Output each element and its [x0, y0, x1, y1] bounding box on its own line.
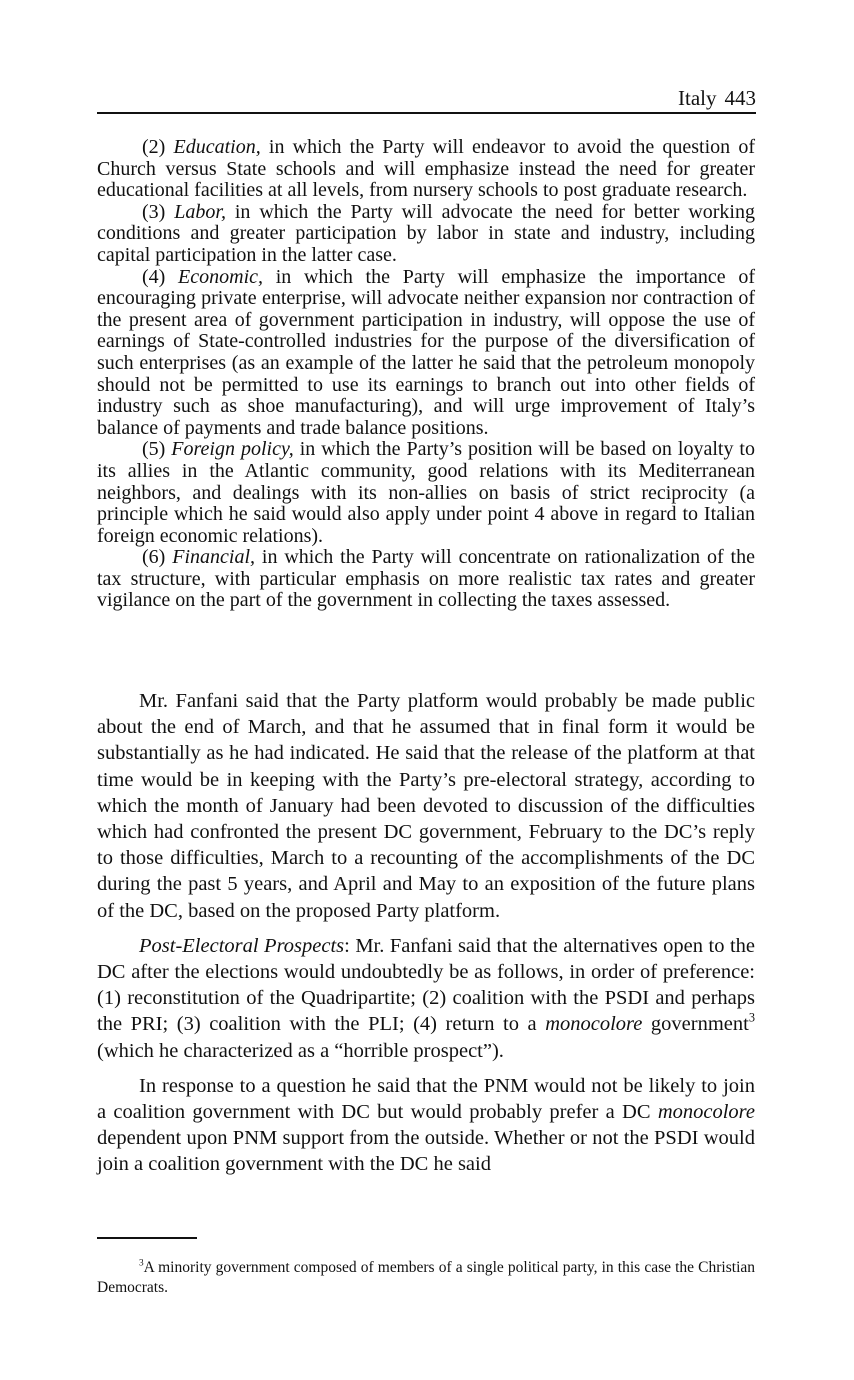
platform-points-list: [97, 137, 755, 612]
footnote-reference: 3: [748, 1010, 756, 1025]
item-term: Education,: [173, 136, 261, 158]
running-header: [97, 84, 756, 114]
list-item-economic: (4) Economic, in which the Party will emphasize the importance of encouraging private enterprise, will advocate neither expansion nor contraction of the present area of government participation in industry, will oppose the use of earnings of State-controlled industries for the purpose of the diversification of such enterprises (as an example of the latter he said that the petroleum monopoly should not be permitted to use its earnings to branch out into other fields of industry such as shoe manufacturing), and will urge improvement of Italy’s balance of payments and trade balance positions.: [97, 265, 755, 439]
body-text: [97, 688, 755, 1178]
list-item-labor: (3) Labor, in which the Party will advocate the need for better working conditions and greater participation by labor in state and industry, including capital participation in the latter case.: [97, 200, 755, 266]
paragraph-response: In response to a question he said that the PNM would not be likely to join a coalition government with DC but would probably prefer a DC monocolore dependent upon PNM support from the outside. Whether or not the PSDI would join a coalition government with the DC he said: [97, 1074, 755, 1176]
section-heading: Post-Electoral Prospects: [139, 934, 345, 957]
item-term: Foreign policy,: [171, 438, 294, 461]
item-term: Labor,: [174, 200, 226, 223]
footnote-divider: [97, 1237, 197, 1239]
page-number: 443: [724, 86, 756, 110]
list-item-foreign-policy: (5) Foreign policy, in which the Party’s position will be based on loyalty to its allies in the Atlantic community, good relations with its Mediterranean neighbors, and dealings with its non-allies on basis of strict reciprocity (a principle which he said would also apply under point 4 above in regard to Italian foreign economic relations).: [97, 438, 755, 547]
item-term: Economic,: [178, 265, 264, 288]
footnote: [97, 1258, 755, 1298]
running-title: Italy: [678, 86, 717, 110]
list-item-financial: (6) Financial, in which the Party will concentrate on rationalization of the tax structure, with particular emphasis on more realistic tax rates and greater vigilance on the part of the government in collecting the taxes assessed.: [97, 546, 755, 612]
list-item-education: (2) Education, in which the Party will endeavor to avoid the question of Church versus State schools and will emphasize instead the need for greater educational facilities at all levels, from nursery schools to post graduate research.: [97, 136, 755, 202]
paragraph-platform: Mr. Fanfani said that the Party platform would probably be made public about the end of March, and that he assumed that in final form it would be substantially as he had indicated. He said that the release of the platform at that time would be in keeping with the Party’s pre-electoral strategy, according to which the month of January had been devoted to discussion of the difficulties which had confronted the present DC government, February to the DC’s reply to those difficulties, March to a recounting of the accomplishments of the DC during the past 5 years, and April and May to an exposition of the future plans of the DC, based on the proposed Party platform.: [97, 690, 755, 922]
paragraph-prospects: Post-Electoral Prospects: Mr. Fanfani said that the alternatives open to the DC after the elections would undoubtedly be as follows, in order of preference: (1) reconstitution of the Quadripartite; (2) coalition with the PSDI and perhaps the PRI; (3) coalition with the PLI; (4) return to a monocolore government$^3$ (which he characterized as a “horrible prospect”).: [97, 934, 756, 1062]
footnote-text: A minority government composed of members of a single political party, in this case the Christian Democrats.: [97, 1259, 755, 1296]
item-term: Financial,: [172, 546, 255, 569]
footnote-marker: 3: [139, 1258, 144, 1269]
